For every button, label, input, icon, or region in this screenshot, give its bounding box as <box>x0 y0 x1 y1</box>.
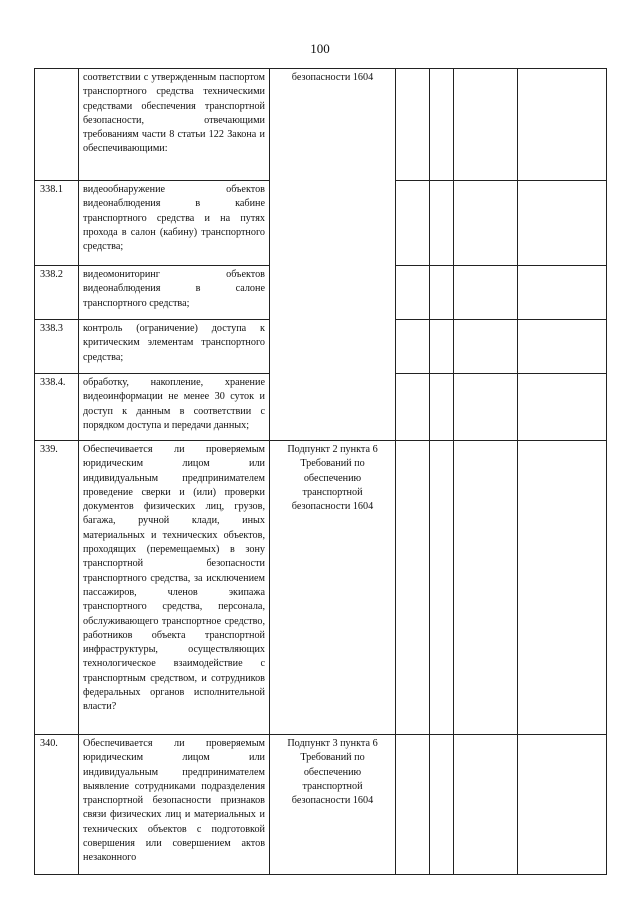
table-row <box>35 441 607 735</box>
table-row <box>35 735 607 875</box>
answer-cell <box>454 320 518 374</box>
answer-cell <box>396 441 430 735</box>
answer-cell <box>518 374 607 441</box>
answer-cell <box>396 181 430 266</box>
answer-cell <box>518 441 607 735</box>
row-number-cell: 338.4. <box>35 374 79 441</box>
table-row <box>35 69 607 181</box>
row-number-cell: 340. <box>35 735 79 875</box>
answer-cell <box>454 735 518 875</box>
answer-cell <box>454 181 518 266</box>
checklist-table <box>34 68 607 875</box>
legal-reference-cell: безопасности 1604 <box>270 69 396 441</box>
requirement-text-cell: видеообнаружение объектов видеонаблюдения в кабине транспортного средства и на путях прохода в салон (кабину) транспортного средства; <box>79 181 270 266</box>
row-number-cell: 338.2 <box>35 266 79 320</box>
row-number-cell: 338.1 <box>35 181 79 266</box>
answer-cell <box>430 441 454 735</box>
requirement-text-cell: Обеспечивается ли проверяемым юридическим лицом или индивидуальным предпринимателем проведение сверки и (или) проверки документов физических лиц, грузов, багажа, ручной клади, иных материальных и технических объектов, проходящих (перемещаемых) в зону транспортной безопасности транспортного средства, за исключением пассажиров, членов экипажа транспортного средства, персонала, обслуживающего транспортное средство, работников объекта транспортной инфраструктуры, осуществляющих технологическое взаимодействие с транспортным средством, и сотрудников федеральных органов исполнительной власти? <box>79 441 270 735</box>
answer-cell <box>454 374 518 441</box>
requirement-text-cell: контроль (ограничение) доступа к критическим элементам транспортного средства; <box>79 320 270 374</box>
requirement-text-cell: видеомониторинг объектов видеонаблюдения в салоне транспортного средства; <box>79 266 270 320</box>
answer-cell <box>430 320 454 374</box>
answer-cell <box>518 69 607 181</box>
answer-cell <box>396 374 430 441</box>
answer-cell <box>430 266 454 320</box>
answer-cell <box>396 266 430 320</box>
row-number-cell <box>35 69 79 181</box>
answer-cell <box>518 735 607 875</box>
answer-cell <box>430 69 454 181</box>
answer-cell <box>430 181 454 266</box>
answer-cell <box>518 181 607 266</box>
answer-cell <box>454 69 518 181</box>
answer-cell <box>518 266 607 320</box>
requirement-text-cell: Обеспечивается ли проверяемым юридическим лицом или индивидуальным предпринимателем выявление сотрудниками подразделения транспортной безопасности признаков связи физических лиц и материальных и технических объектов с подготовкой совершения или совершением актов незаконного <box>79 735 270 875</box>
legal-reference-cell: Подпункт 2 пункта 6 Требований по обеспечению транспортной безопасности 1604 <box>270 441 396 735</box>
requirement-text-cell: обработку, накопление, хранение видеоинформации не менее 30 суток и доступ к данным в соответствии с порядком доступа и передачи данных; <box>79 374 270 441</box>
answer-cell <box>454 441 518 735</box>
answer-cell <box>454 266 518 320</box>
row-number-cell: 339. <box>35 441 79 735</box>
page-number: 100 <box>310 41 330 56</box>
answer-cell <box>396 735 430 875</box>
requirement-text-cell: соответствии с утвержденным паспортом транспортного средства техническими средствами обеспечения транспортной безопасности, отвечающими требованиям части 8 статьи 122 Закона и обеспечивающими: <box>79 69 270 181</box>
answer-cell <box>518 320 607 374</box>
row-number-cell: 338.3 <box>35 320 79 374</box>
answer-cell <box>430 374 454 441</box>
answer-cell <box>430 735 454 875</box>
legal-reference-cell: Подпункт 3 пункта 6 Требований по обеспечению транспортной безопасности 1604 <box>270 735 396 875</box>
answer-cell <box>396 320 430 374</box>
answer-cell <box>396 69 430 181</box>
